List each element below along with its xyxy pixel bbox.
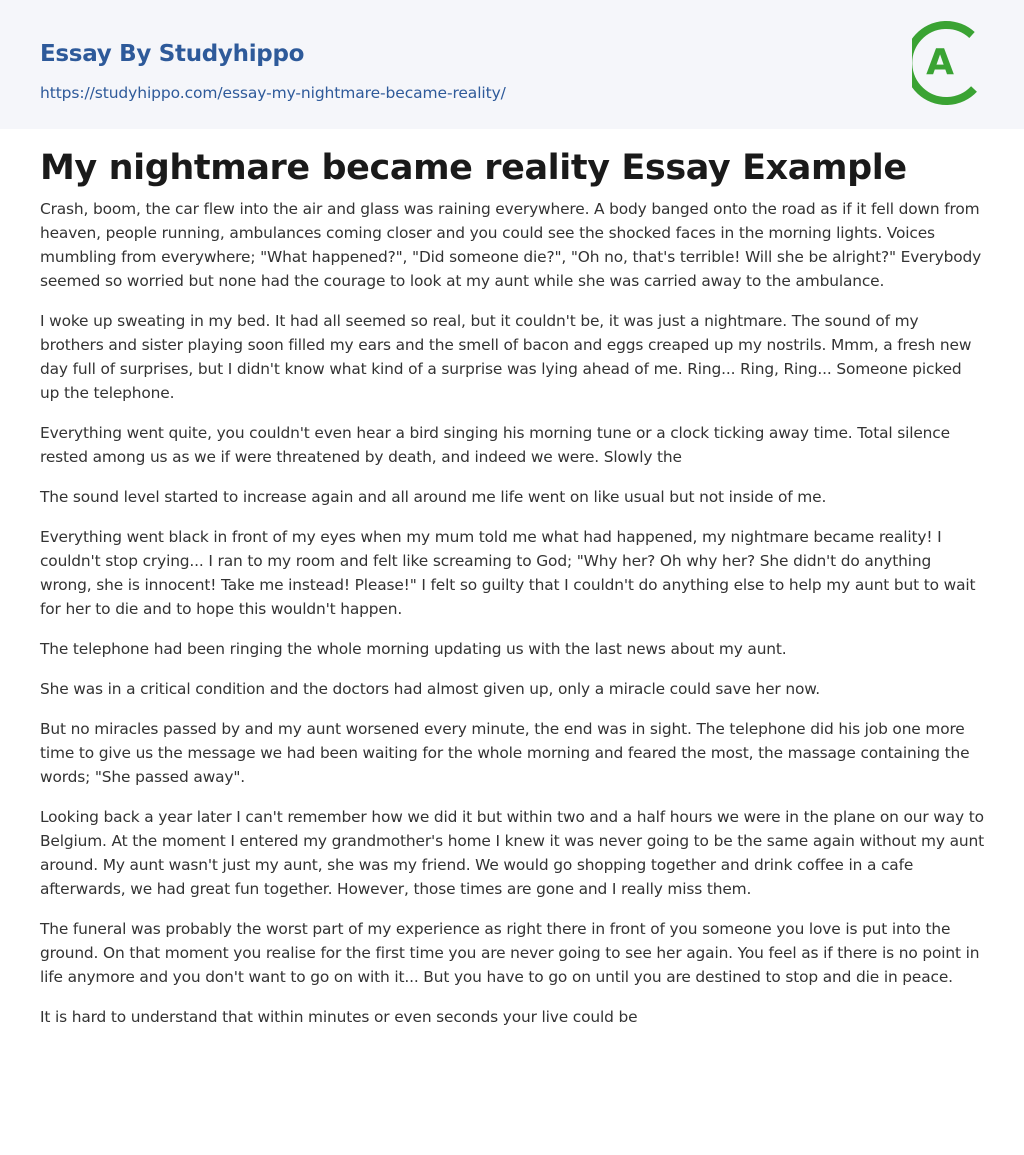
- site-brand[interactable]: Essay By Studyhippo: [40, 41, 305, 67]
- paragraph-10: The funeral was probably the worst part of my experience as right there in front of you someone you love is put into the ground. On that moment you realise for the first time you are never going to see her again. You feel as if there is no point in life anymore and you don't want to go on with it... But you have to go on until you are destined to stop and die in peace.: [40, 920, 980, 986]
- paragraph-7: She was in a critical condition and the doctors had almost given up, only a miracle could save her now.: [40, 680, 820, 698]
- source-url-link[interactable]: https://studyhippo.com/essay-my-nightmare-became-reality/: [40, 84, 506, 102]
- studyhippo-logo-icon[interactable]: [912, 18, 988, 106]
- site-header: [0, 0, 1024, 129]
- paragraph-2: I woke up sweating in my bed. It had all seemed so real, but it couldn't be, it was just a nightmare. The sound of my brothers and sister playing soon filled my ears and the smell of bacon and eggs creaped up my nostrils. Mmm, a fresh new day full of surprises, but I didn't know what kind of a surprise was lying ahead of me. Ring... Ring, Ring... Someone picked up the telephone.: [40, 312, 972, 402]
- paragraph-11: It is hard to understand that within minutes or even seconds your live could be: [40, 1008, 638, 1026]
- paragraph-9: Looking back a year later I can't remember how we did it but within two and a half hours we were in the plane on our way to Belgium. At the moment I entered my grandmother's home I knew it was never going to be the same again without my aunt around. My aunt wasn't just my aunt, she was my friend. We would go shopping together and drink coffee in a cafe afterwards, we had great fun together. However, those times are gone and I really miss them.: [40, 808, 984, 898]
- logo-letter: A: [926, 42, 954, 83]
- article: [0, 148, 1024, 1029]
- paragraph-8: But no miracles passed by and my aunt worsened every minute, the end was in sight. The telephone did his job one more time to give us the message we had been waiting for the whole morning and feared the most, the massage containing the words; "She passed away".: [40, 720, 970, 786]
- paragraph-5: Everything went black in front of my eyes when my mum told me what had happened, my nightmare became reality! I couldn't stop crying... I ran to my room and felt like screaming to God; "Why her? Oh why her? She didn't do anything wrong, she is innocent! Take me instead! Please!" I felt so guilty that I couldn't do anything else to help my aunt but to wait for her to die and to hope this wouldn't happen.: [40, 528, 976, 618]
- paragraph-6: The telephone had been ringing the whole morning updating us with the last news about my aunt.: [40, 640, 787, 658]
- article-body: [40, 197, 984, 1029]
- paragraph-4: The sound level started to increase again and all around me life went on like usual but not inside of me.: [40, 488, 827, 506]
- paragraph-1: Crash, boom, the car flew into the air and glass was raining everywhere. A body banged onto the road as if it fell down from heaven, people running, ambulances coming closer and you could see the shocked faces in the morning lights. Voices mumbling from everywhere; "What happened?", "Did someone die?", "Oh no, that's terrible! Will she be alright?" Everybody seemed so worried but none had the courage to look at my aunt while she was carried away to the ambulance.: [40, 200, 982, 290]
- paragraph-3: Everything went quite, you couldn't even hear a bird singing his morning tune or a clock ticking away time. Total silence rested among us as we if were threatened by death, and indeed we were. Slowly the: [40, 424, 950, 466]
- page-title: My nightmare became reality Essay Example: [40, 148, 907, 188]
